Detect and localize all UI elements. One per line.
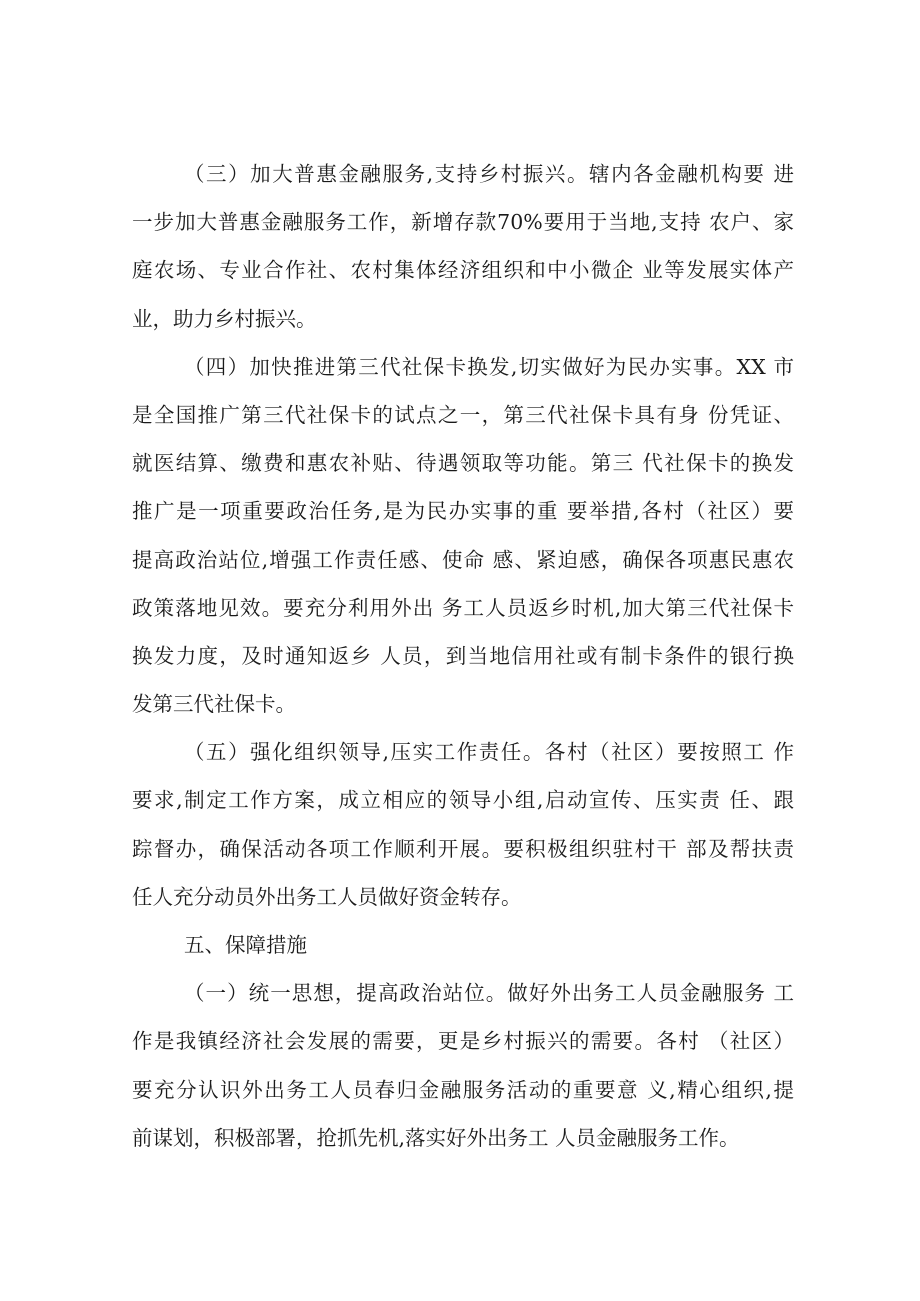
paragraph-line: 要充分认识外出务工人员春归金融服务活动的重要意 义,精心组织,提 [132,1077,794,1102]
paragraph-line: 作是我镇经济社会发展的需要，更是乡村振兴的需要。各村 （社区） [132,1029,794,1054]
paragraph-line: （四）加快推进第三代社保卡换发,切实做好为民办实事。XX 市 [184,354,794,379]
paragraph-line: 是全国推广第三代社保卡的试点之一，第三代社保卡具有身 份凭证、 [132,402,794,427]
paragraph-line: 一步加大普惠金融服务工作，新增存款70%要用于当地,支持 农户、家 [132,210,794,235]
paragraph-line: （一）统一思想，提高政治站位。做好外出务工人员金融服务 工 [184,981,794,1006]
paragraph-line: 庭农场、专业合作社、农村集体经济组织和中小微企 业等发展实体产 [132,258,794,283]
paragraph-line: 踪督办，确保活动各项工作顺利开展。要积极组织驻村干 部及帮扶责 [132,836,794,861]
paragraph-unify-thinking [132,969,794,1162]
paragraph-line: 任人充分动员外出务工人员做好资金转存。 [132,884,522,909]
paragraph-line: 就医结算、缴费和惠农补贴、待遇领取等功能。第三 代社保卡的换发 [132,451,794,476]
paragraph-line: 政策落地见效。要充分利用外出 务工人员返乡时机,加大第三代社保卡 [132,595,794,620]
paragraph-line: 提高政治站位,增强工作责任感、使命 感、紧迫感，确保各项惠民惠农 [132,547,794,572]
paragraph-line: （五）强化组织领导,压实工作责任。各村（社区）要按照工 作 [184,740,794,765]
paragraph-line: 前谋划，积极部署，抢抓先机,落实好外出务工 人员金融服务工作。 [132,1125,740,1150]
paragraph-line: 发第三代社保卡。 [132,692,296,717]
paragraph-line: 要求,制定工作方案，成立相应的领导小组,启动宣传、压实责 任、跟 [132,788,794,813]
section-heading: 五、保障措施 [184,933,307,957]
paragraph-organization-leadership [132,728,794,921]
paragraph-social-security-card [132,343,794,729]
paragraph-line: 换发力度，及时通知返乡 人员，到当地信用社或有制卡条件的银行换 [132,643,794,668]
document-body [132,150,794,1162]
paragraph-inclusive-finance [132,150,794,343]
paragraph-line: 推广是一项重要政治任务,是为民办实事的重 要举措,各村（社区）要 [132,499,794,524]
paragraph-line: 业，助力乡村振兴。 [132,306,317,331]
paragraph-line: （三）加大普惠金融服务,支持乡村振兴。辖内各金融机构要 进 [184,162,794,186]
